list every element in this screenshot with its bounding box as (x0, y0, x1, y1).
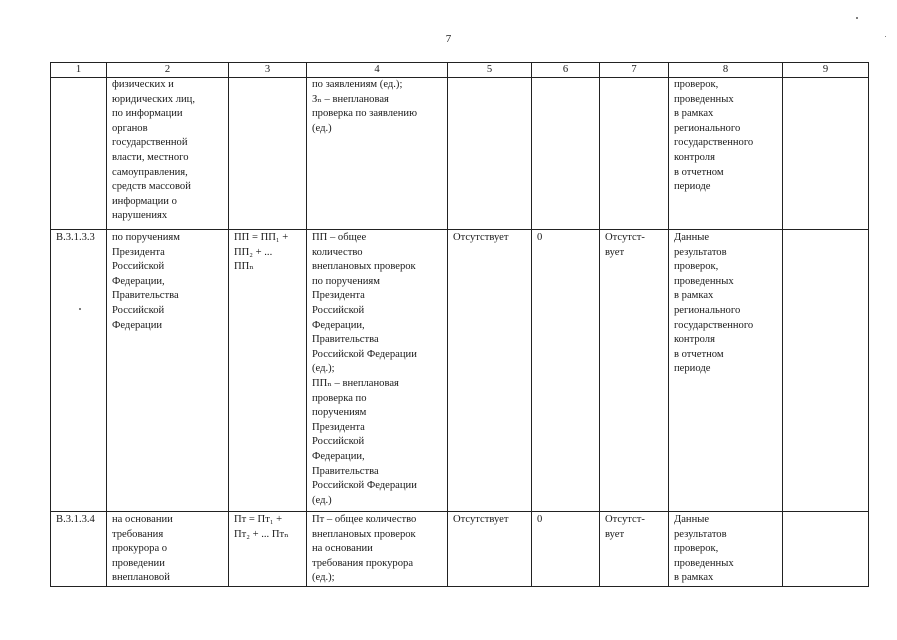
cell-formula (229, 512, 307, 587)
indicator-table (50, 62, 869, 587)
cell-indicator-name (107, 230, 229, 512)
column-header: 4 (307, 63, 448, 78)
cell-col7 (600, 512, 669, 587)
column-header: 8 (669, 63, 783, 78)
cell-source (669, 512, 783, 587)
cell-col5 (448, 230, 532, 512)
cell-col9 (783, 230, 869, 512)
cell-col5 (448, 512, 532, 587)
cell-col5 (448, 78, 532, 230)
column-header: 9 (783, 63, 869, 78)
cell-variables (307, 78, 448, 230)
cell-variables (307, 512, 448, 587)
column-header: 6 (532, 63, 600, 78)
cell-code (51, 78, 107, 230)
cell-indicator-name (107, 78, 229, 230)
cell-text: В.3.1.3.3 (56, 232, 95, 243)
scan-speck (885, 36, 886, 37)
cell-col6 (532, 230, 600, 512)
column-header: 5 (448, 63, 532, 78)
cell-text: Данные результатов проверок, проведенных в рамках (674, 514, 734, 584)
cell-col6 (532, 78, 600, 230)
table-row (51, 78, 869, 230)
cell-text: Пт – общее количество внеплановых проверок на основании требования прокурора (ед.); (312, 514, 417, 584)
cell-code (51, 230, 107, 512)
table-row (51, 230, 869, 512)
cell-col7 (600, 230, 669, 512)
cell-source (669, 78, 783, 230)
cell-formula (229, 78, 307, 230)
cell-text: В.3.1.3.4 (56, 514, 95, 525)
table-header-row (51, 63, 869, 78)
cell-col9 (783, 78, 869, 230)
cell-text: ПП = ПП₁ + ПП₂ + ... ППₙ (234, 232, 289, 273)
cell-col7 (600, 78, 669, 230)
cell-text: 0 (537, 514, 543, 525)
column-header: 3 (229, 63, 307, 78)
cell-text: Отсутст- вует (605, 514, 645, 540)
column-header: 2 (107, 63, 229, 78)
cell-text: Пт = Пт₁ + Пт₂ + ... Птₙ (234, 514, 289, 540)
cell-text: Данные результатов проверок, проведенных в рамках регионального государственного контроля в отчетном периоде (674, 232, 754, 375)
column-header: 7 (600, 63, 669, 78)
table-row (51, 512, 869, 587)
cell-source (669, 230, 783, 512)
cell-col9 (783, 512, 869, 587)
cell-code (51, 512, 107, 587)
page-number: 7 (445, 33, 452, 45)
cell-text: на основании требования прокурора о проведении внеплановой (112, 514, 173, 584)
cell-text: Отсутствует (453, 514, 509, 525)
cell-text: Отсутст- вует (605, 232, 645, 258)
column-header: 1 (51, 63, 107, 78)
cell-text: по поручениям Президента Российской Федерации, Правительства Российской Федерации (112, 232, 180, 331)
cell-text: проверок, проведенных в рамках регионального государственного контроля в отчетном периоде (674, 79, 754, 193)
cell-text: по заявлениям (ед.); Зₙ – внеплановая проверка по заявлению (ед.) (312, 79, 418, 134)
cell-text: ПП – общее количество внеплановых проверок по поручениям Президента Российской Федерации, Правительства Российской Федерации (ед.); ППₙ – внеплановая проверка по поручениям Президента Российской Федерации, Правительства Российской Федерации (ед.) (312, 232, 417, 506)
cell-variables (307, 230, 448, 512)
scan-speck (856, 17, 858, 19)
cell-text: физических и юридических лиц, по информации органов государственной власти, местного самоуправления, средств массовой информации о нарушениях (112, 79, 195, 222)
cell-text: Отсутствует (453, 232, 509, 243)
cell-indicator-name (107, 512, 229, 587)
cell-formula (229, 230, 307, 512)
cell-text: 0 (537, 232, 543, 243)
cell-col6 (532, 512, 600, 587)
